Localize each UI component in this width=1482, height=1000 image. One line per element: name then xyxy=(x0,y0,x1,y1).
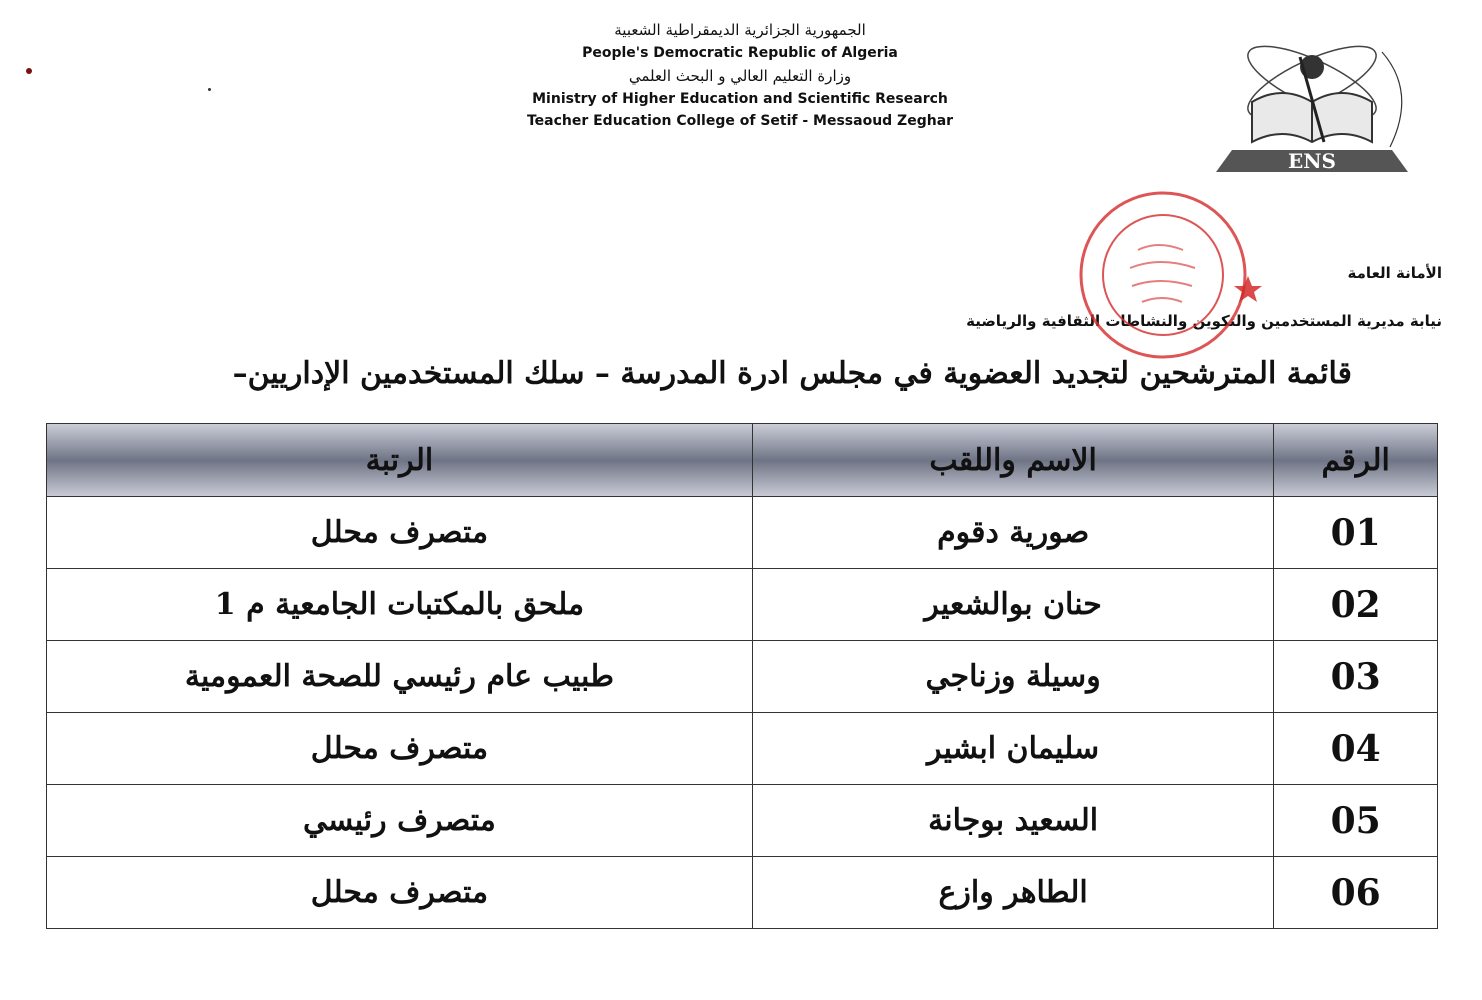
college-english: Teacher Education College of Setif - Messaoud Zeghar xyxy=(526,113,954,129)
row-number: 03 xyxy=(1274,641,1438,713)
official-stamp-icon xyxy=(1058,190,1268,360)
column-header-rank: الرتبة xyxy=(47,424,753,497)
table-row xyxy=(47,641,1438,713)
row-rank: ملحق بالمكتبات الجامعية م 1 xyxy=(47,569,753,641)
document-header xyxy=(500,18,980,132)
table-row xyxy=(47,785,1438,857)
row-rank: متصرف محلل xyxy=(47,497,753,569)
table-row xyxy=(47,713,1438,785)
row-number: 05 xyxy=(1274,785,1438,857)
row-name: حنان بوالشعير xyxy=(752,569,1273,641)
general-secretariat-label: الأمانة العامة xyxy=(1347,264,1442,282)
column-header-number: الرقم xyxy=(1274,424,1438,497)
row-number: 06 xyxy=(1274,857,1438,929)
column-header-name: الاسم واللقب xyxy=(752,424,1273,497)
row-name: سليمان ابشير xyxy=(752,713,1273,785)
table-row xyxy=(47,569,1438,641)
row-rank: طبيب عام رئيسي للصحة العمومية xyxy=(47,641,753,713)
row-rank: متصرف محلل xyxy=(47,857,753,929)
table-header-row xyxy=(47,424,1438,497)
candidates-table xyxy=(46,423,1438,929)
sub-directorate-label: نيابة مديرية المستخدمين والتكوين والنشاطات الثقافية والرياضية xyxy=(966,312,1442,330)
row-number: 02 xyxy=(1274,569,1438,641)
ministry-english: Ministry of Higher Education and Scientific Research xyxy=(532,91,948,107)
row-number: 01 xyxy=(1274,497,1438,569)
table-row xyxy=(47,497,1438,569)
document-title: قائمة المترشحين لتجديد العضوية في مجلس ادرة المدرسة – سلك المستخدمين الإداريين– xyxy=(232,356,1352,391)
row-name: وسيلة وزناجي xyxy=(752,641,1273,713)
row-rank: متصرف رئيسي xyxy=(47,785,753,857)
table-row xyxy=(47,857,1438,929)
row-number: 04 xyxy=(1274,713,1438,785)
logo-text: ENS xyxy=(1288,149,1336,173)
scan-speck xyxy=(26,68,32,74)
republic-english: People's Democratic Republic of Algeria xyxy=(582,45,898,61)
ministry-arabic: وزارة التعليم العالي و البحث العلمي xyxy=(628,67,852,85)
school-logo-icon xyxy=(1212,22,1432,192)
row-name: الطاهر وازع xyxy=(752,857,1273,929)
republic-arabic: الجمهورية الجزائرية الديمقراطية الشعبية xyxy=(614,21,866,39)
row-rank: متصرف محلل xyxy=(47,713,753,785)
row-name: السعيد بوجانة xyxy=(752,785,1273,857)
row-name: صورية دقوم xyxy=(752,497,1273,569)
scan-speck xyxy=(208,88,211,91)
